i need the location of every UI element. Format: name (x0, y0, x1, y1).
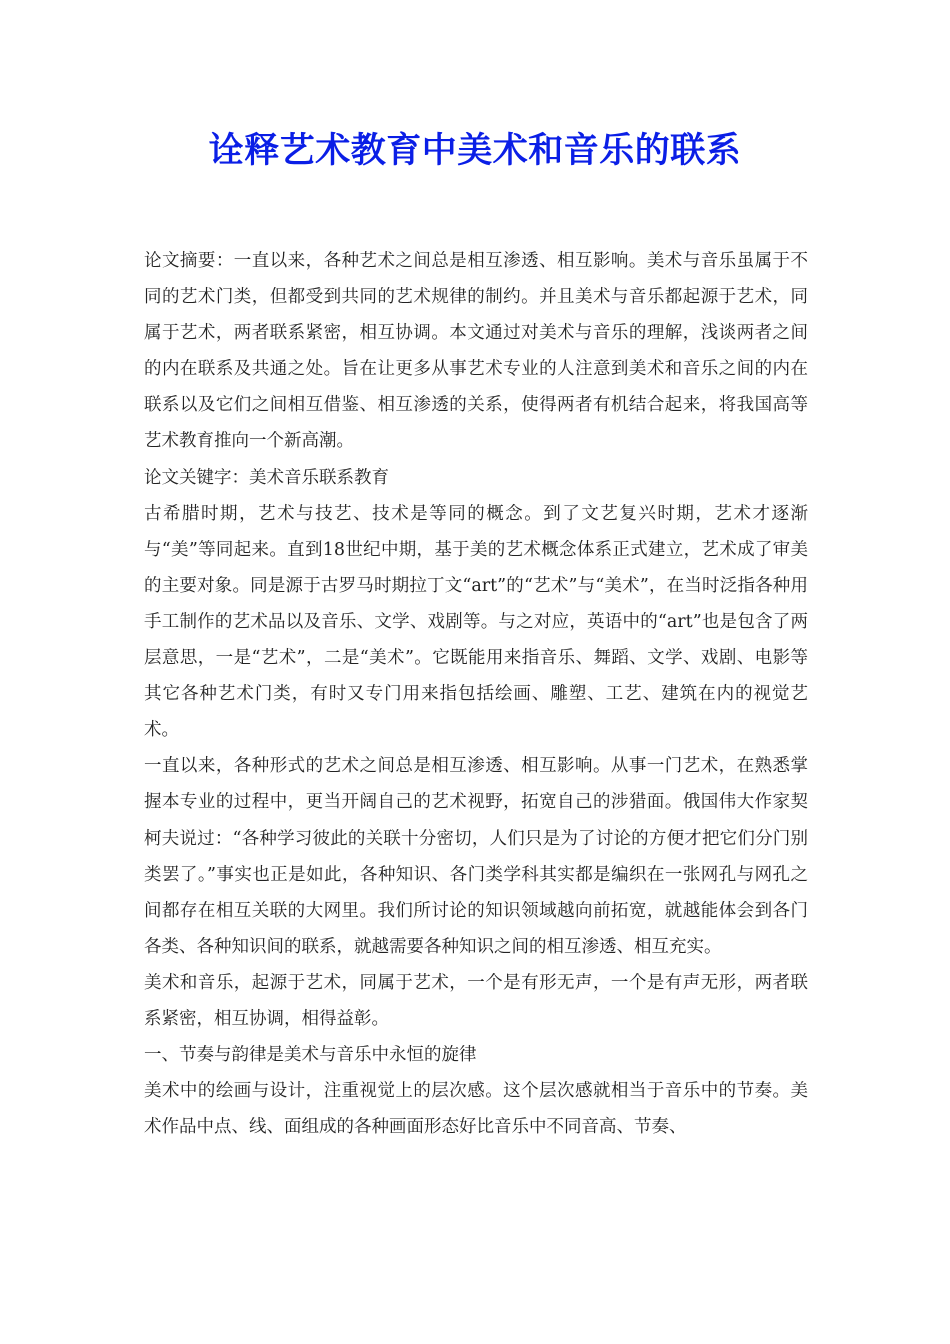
abstract-paragraph: 论文摘要：一直以来，各种艺术之间总是相互渗透、相互影响。美术与音乐虽属于不同的艺术门类，但都受到共同的艺术规律的制约。并且美术与音乐都起源于艺术，同属于艺术，两者联系紧密，相互协调。本文通过对美术与音乐的理解，浅谈两者之间的内在联系及共通之处。旨在让更多从事艺术专业的人注意到美术和音乐之间的内在联系以及它们之间相互借鉴、相互渗透的关系，使得两者有机结合起来，将我国高等艺术教育推向一个新高潮。 (144, 251, 808, 452)
keywords-paragraph: 论文关键字：美术音乐联系教育 (144, 467, 389, 488)
document-title: 诠释艺术教育中美术和音乐的联系 (208, 131, 742, 171)
section-heading-1: 一、节奏与韵律是美术与音乐中永恒的旋律 (144, 1045, 477, 1066)
document-body (144, 243, 808, 1145)
body-paragraph-2: 一直以来，各种形式的艺术之间总是相互渗透、相互影响。从事一门艺术，在熟悉掌握本专业的过程中，更当开阔自己的艺术视野，拓宽自己的涉猎面。俄国伟大作家契柯夫说过：“各种学习彼此的关联十分密切，人们只是为了讨论的方便才把它们分门别类罢了。”事实也正是如此，各种知识、各门类学科其实都是编织在一张网孔与网孔之间都存在相互关联的大网里。我们所讨论的知识领域越向前拓宽，就越能体会到各门各类、各种知识间的联系，就越需要各种知识之间的相互渗透、相互充实。 (144, 756, 808, 957)
body-paragraph-1: 古希腊时期，艺术与技艺、技术是等同的概念。到了文艺复兴时期，艺术才逐渐与“美”等同起来。直到18世纪中期，基于美的艺术概念体系正式建立，艺术成了审美的主要对象。同是源于古罗马时期拉丁文“art”的“艺术”与“美术”，在当时泛指各种用手工制作的艺术品以及音乐、文学、戏剧等。与之对应，英语中的“art”也是包含了两层意思，一是“艺术”，二是“美术”。它既能用来指音乐、舞蹈、文学、戏剧、电影等其它各种艺术门类，有时又专门用来指包括绘画、雕塑、工艺、建筑在内的视觉艺术。 (144, 503, 808, 741)
body-paragraph-3: 美术和音乐，起源于艺术，同属于艺术，一个是有形无声，一个是有声无形，两者联系紧密，相互协调，相得益彰。 (144, 972, 808, 1029)
body-paragraph-4: 美术中的绘画与设计，注重视觉上的层次感。这个层次感就相当于音乐中的节奏。美术作品中点、线、面组成的各种画面形态好比音乐中不同音高、节奏、 (144, 1081, 808, 1138)
